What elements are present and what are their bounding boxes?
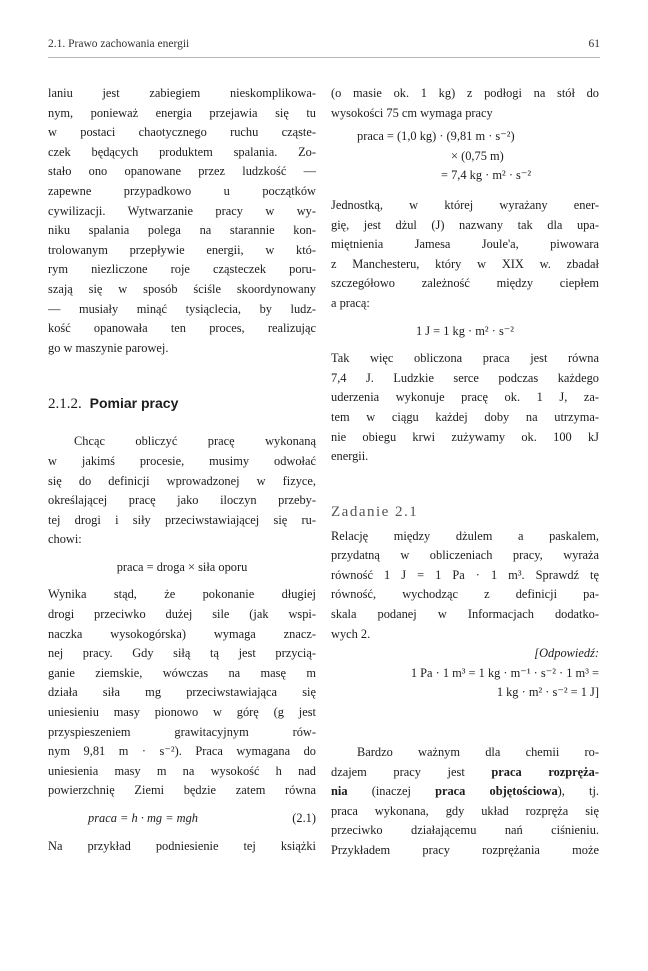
- text-line: Tak więc obliczona praca jest równa: [331, 351, 599, 366]
- answer-line: 1 kg · m² · s⁻² = 1 J]: [496, 685, 599, 700]
- text-line: miętnienia Jamesa Joule'a, piwowara: [331, 237, 599, 252]
- text-line: nej pracy. Gdy siłą tą jest przycią-: [48, 646, 316, 661]
- text-line: trolowanym przepływie energii, w któ-: [48, 242, 316, 257]
- equation-number: (2.1): [292, 811, 316, 825]
- text-line: uniesienia masy m na wysokość h nad: [48, 763, 316, 778]
- text-line: w postaci chaotycznego ruchu cząste-: [48, 125, 316, 140]
- section-title: Pomiar pracy: [89, 395, 179, 412]
- text-span: ), tj.: [557, 784, 600, 799]
- paragraph-heart: [331, 349, 599, 467]
- running-header: [48, 38, 600, 52]
- text-line: Wynika stąd, że pokonanie długiej: [48, 587, 316, 602]
- text-line: cywilizacji. Wytwarzanie pracy w wy-: [48, 203, 316, 218]
- calc-line: praca = (1,0 kg) · (9,81 m · s⁻²): [357, 129, 515, 144]
- term-bold: nia: [331, 784, 348, 799]
- text-line: stało ono opanowane przez ludzkość —: [48, 164, 316, 179]
- answer-label: [Odpowiedź:: [534, 646, 599, 661]
- text-line: Relację między dżulem a paskalem,: [331, 528, 599, 543]
- text-span: dzajem pracy jest: [331, 764, 492, 779]
- text-line: czek będących produktem spalania. Zo-: [48, 144, 316, 159]
- text-line: naczka wysokogórska) wymaga znacz-: [48, 626, 316, 641]
- text-line: wysokości 75 cm wymaga pracy: [331, 105, 493, 120]
- text-line: przyspieszeniem grawitacyjnym rów-: [48, 724, 316, 739]
- text-line: z Manchesteru, który w XIX w. zbadał: [331, 256, 599, 271]
- text-line: tej drogi i siły przeciwstawiającej się ru-: [48, 512, 316, 527]
- text-line: w jakimś procesie, musimy odwołać: [48, 453, 316, 468]
- paragraph-book-example: [331, 84, 599, 123]
- text-line: 7,4 J. Ludzkie serce podczas każdego: [331, 370, 599, 385]
- text-line: go w maszynie parowej.: [48, 340, 169, 355]
- answer-line: 1 Pa · 1 m³ = 1 kg · m⁻¹ · s⁻² · 1 m³ =: [410, 665, 599, 680]
- text-span: (inaczej: [347, 784, 436, 799]
- equation-2-1: [48, 809, 316, 829]
- text-line: Na przykład podniesienie tej książki: [48, 838, 316, 853]
- text-line: powierzchnię Ziemi będzie zatem równa: [48, 783, 316, 798]
- calc-line: × (0,75 m): [451, 148, 504, 163]
- task-body: [331, 527, 599, 645]
- text-line: Przykładem pracy rozprężania może: [331, 843, 599, 857]
- paragraph-gravity: [48, 585, 316, 801]
- text-line: a pracą:: [331, 295, 370, 310]
- formula-mgh: praca = h · mg = mgh: [88, 811, 198, 825]
- text-line: szczegółowo zależność między ciepłem: [331, 276, 599, 291]
- text-line: laniu jest zabiegiem nieskomplikowa-: [48, 86, 316, 100]
- text-line: drogi przeciwko dużej sile (jak wspi-: [48, 607, 316, 622]
- text-line: zapewne przypadkowo u początków: [48, 183, 316, 198]
- text-line: Bardzo ważnym dla chemii ro-: [357, 745, 599, 760]
- text-line: uderzenia wykonuje pracę ok. 1 J, za-: [331, 390, 599, 405]
- text-line: gię, jest dżul (J) nazwany tak dla upa-: [331, 217, 599, 232]
- text-line: (o masie ok. 1 kg) z podłogi na stół do: [331, 86, 599, 100]
- text-line: — musiały minąć tysiąclecia, by ludz-: [48, 301, 316, 316]
- text-line: ganie ziemskie, wówczas na masę m: [48, 665, 316, 680]
- text-line: szają się w sposób ściśle skoordynowany: [48, 281, 316, 296]
- paragraph-joule: [331, 196, 599, 314]
- section-number: 2.1.2.: [48, 396, 82, 413]
- text-line: Chcąc obliczyć pracę wykonaną: [74, 434, 316, 449]
- calculation-block: [331, 127, 599, 186]
- header-section-title: 2.1. Prawo zachowania energii: [48, 38, 190, 50]
- text-line: [331, 763, 599, 783]
- page-number: 61: [588, 38, 600, 50]
- text-line: uniesieniu masy pionowo w górę (g jest: [48, 705, 316, 720]
- formula-work: praca = droga × siła oporu: [116, 559, 248, 574]
- text-line: równość, wychodząc z definicji pa-: [331, 587, 599, 602]
- text-line: przydatną w obliczeniach pracy, wyraża: [331, 548, 599, 563]
- paragraph-expansion-work: [331, 743, 599, 861]
- text-line: niku spalania polega na starannie kon-: [48, 223, 316, 238]
- text-line: chowi:: [48, 532, 82, 547]
- task-heading: Zadanie 2.1: [331, 503, 419, 520]
- calc-line: = 7,4 kg · m² · s⁻²: [441, 168, 532, 183]
- text-line: wych 2.: [331, 626, 371, 641]
- text-line: się do definicji wprowadzonej w fizyce,: [48, 473, 316, 488]
- text-line: nym 9,81 m · s⁻²). Praca wymagana do: [48, 744, 316, 759]
- text-line: działa siła mg przeciwstawiająca się: [48, 685, 316, 700]
- text-line: tem w ciągu każdej doby na utrzyma-: [331, 409, 599, 424]
- text-line: Jednostką, w której wyrażany ener-: [331, 197, 599, 212]
- header-divider: [48, 57, 600, 58]
- text-line: nie obiegu krwi zużywamy ok. 100 kJ: [331, 429, 599, 444]
- text-line: kość opanowała ten proces, realizując: [48, 321, 316, 336]
- task-answer: [331, 644, 599, 703]
- term-bold: praca objętościowa: [435, 784, 558, 799]
- text-line: równość 1 J = 1 Pa · 1 m³. Sprawdź tę: [331, 567, 599, 582]
- text-line: rym niezliczone roje cząsteczek poru-: [48, 262, 316, 277]
- text-line: przeciwko działającemu nań ciśnieniu.: [331, 823, 599, 838]
- text-line: nym, ponieważ energia przejawia się tu: [48, 105, 316, 120]
- text-line: energii.: [331, 449, 369, 464]
- term-bold: praca rozpręża-: [491, 764, 600, 779]
- text-line: skala podanej w Informacjach dodatko-: [331, 607, 599, 622]
- right-column: [331, 84, 599, 861]
- formula-joule: 1 J = 1 kg · m² · s⁻²: [415, 323, 515, 338]
- text-line: praca wykonana, gdy układ rozpręża się: [331, 803, 599, 818]
- paragraph-combustion: [48, 84, 316, 358]
- left-column: [48, 84, 316, 856]
- section-heading: [48, 392, 316, 414]
- text-line: [331, 782, 599, 802]
- paragraph-work-definition: [48, 432, 316, 550]
- text-line: określającej pracę jako iloczyn przeby-: [48, 493, 316, 508]
